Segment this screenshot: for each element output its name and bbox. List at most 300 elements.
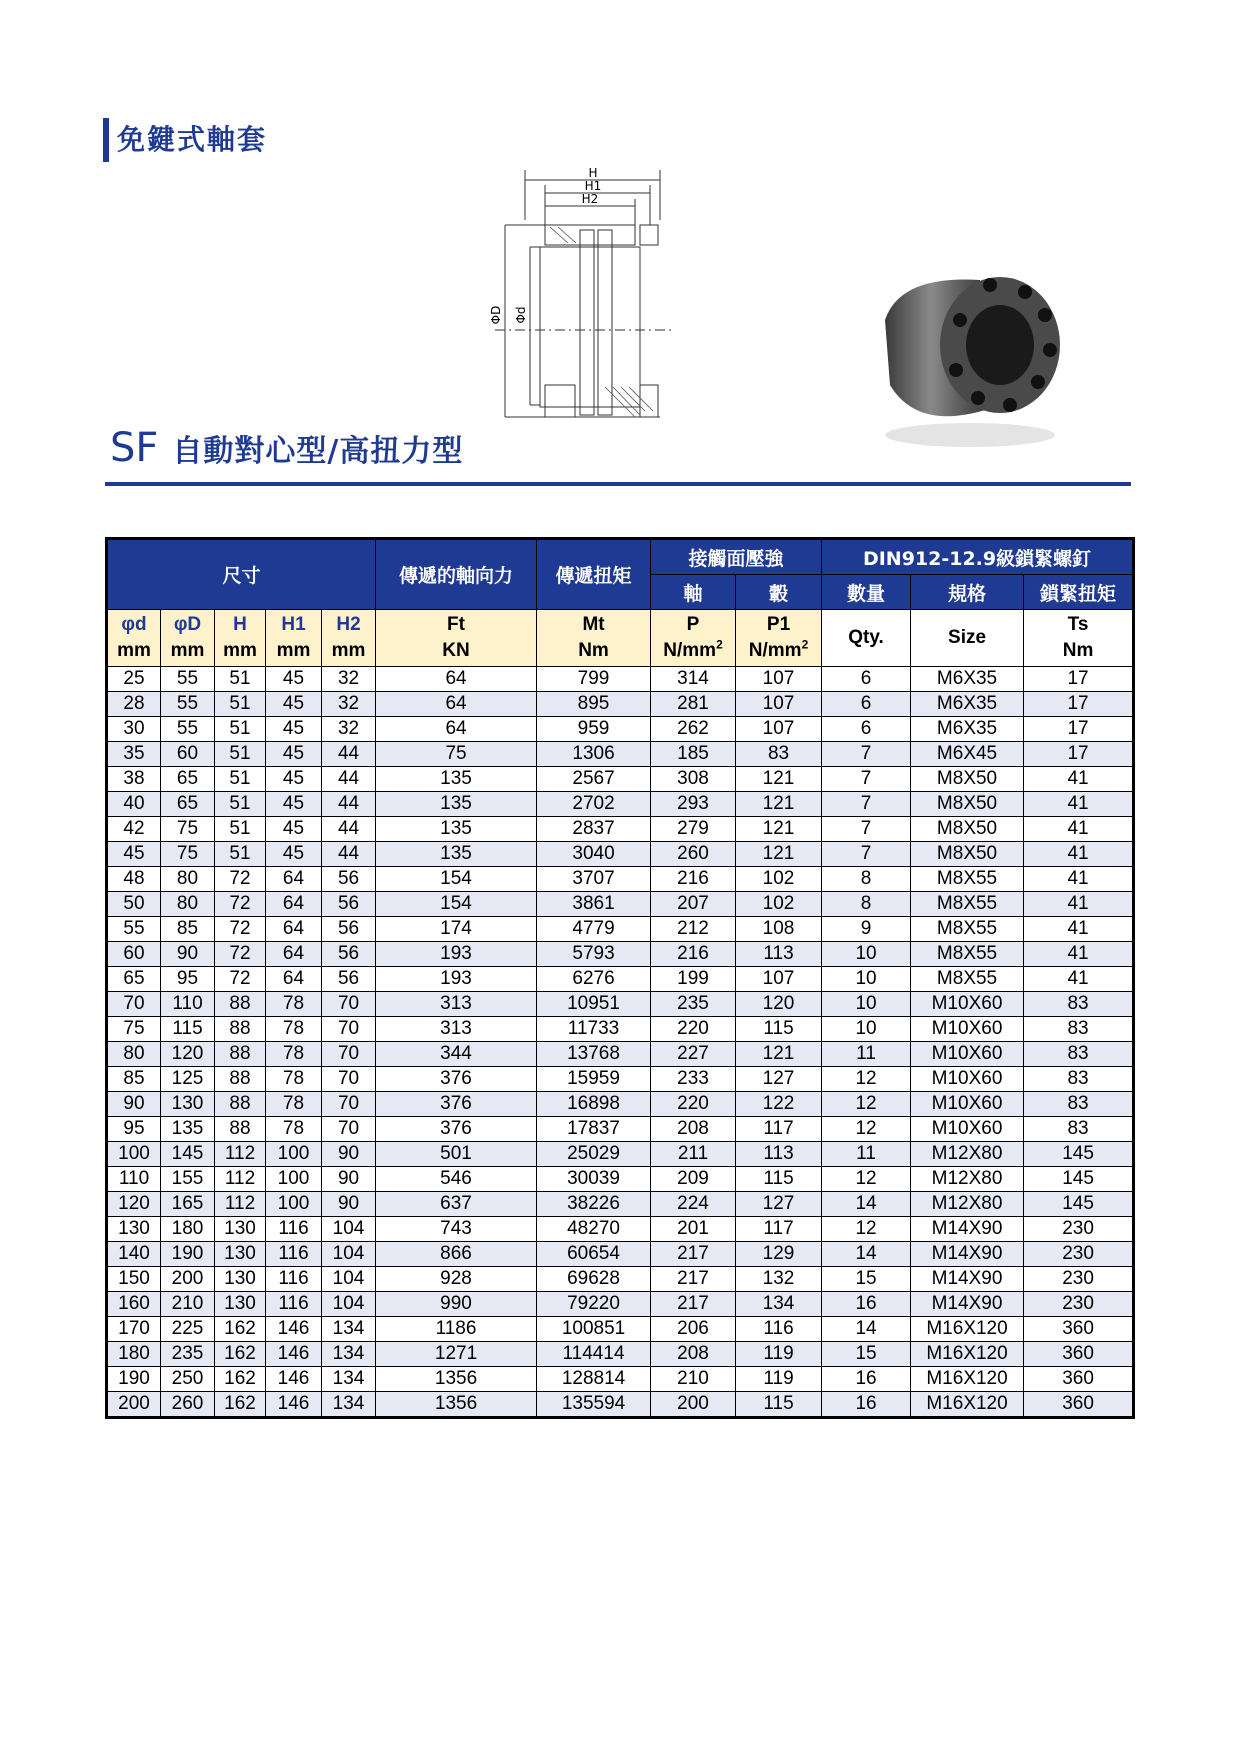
- table-cell: 44: [322, 742, 376, 767]
- table-cell: 104: [322, 1242, 376, 1267]
- table-cell: 64: [376, 717, 537, 742]
- table-cell: 100: [266, 1142, 322, 1167]
- group-header-screw: DIN912-12.9級鎖緊螺釘: [822, 539, 1134, 575]
- table-cell: 5793: [537, 942, 651, 967]
- table-cell: 2567: [537, 767, 651, 792]
- table-row: [107, 1017, 1134, 1042]
- table-cell: 44: [322, 767, 376, 792]
- table-cell: 10: [822, 942, 911, 967]
- table-cell: 70: [322, 1017, 376, 1042]
- table-cell: 56: [322, 867, 376, 892]
- table-cell: 895: [537, 692, 651, 717]
- table-cell: 160: [107, 1292, 161, 1317]
- table-cell: 501: [376, 1142, 537, 1167]
- table-cell: 113: [736, 1142, 822, 1167]
- table-cell: 51: [215, 742, 266, 767]
- table-row: [107, 892, 1134, 917]
- column-unit-exponent: 2: [716, 637, 723, 652]
- table-cell: 51: [215, 842, 266, 867]
- table-cell: 117: [736, 1117, 822, 1142]
- table-cell: 51: [215, 767, 266, 792]
- table-cell: 210: [161, 1292, 215, 1317]
- table-row: [107, 1042, 1134, 1067]
- column-symbol: Mt: [582, 614, 605, 635]
- table-cell: M16X120: [911, 1317, 1024, 1342]
- table-cell: 107: [736, 717, 822, 742]
- table-cell: 32: [322, 717, 376, 742]
- table-cell: 116: [736, 1317, 822, 1342]
- table-cell: 56: [322, 892, 376, 917]
- table-row: [107, 1192, 1134, 1217]
- table-row: [107, 942, 1134, 967]
- column-header: [651, 610, 736, 667]
- table-cell: 64: [266, 917, 322, 942]
- table-cell: 230: [1024, 1242, 1134, 1267]
- table-cell: 45: [266, 792, 322, 817]
- table-cell: 217: [651, 1267, 736, 1292]
- column-unit: Nm: [1062, 640, 1094, 661]
- table-cell: M8X55: [911, 967, 1024, 992]
- table-cell: 360: [1024, 1342, 1134, 1367]
- table-cell: M8X50: [911, 767, 1024, 792]
- table-cell: M8X50: [911, 817, 1024, 842]
- table-cell: 134: [322, 1392, 376, 1418]
- table-cell: 6: [822, 717, 911, 742]
- table-cell: 41: [1024, 792, 1134, 817]
- table-cell: 1306: [537, 742, 651, 767]
- column-unit: Nm: [578, 640, 609, 661]
- table-cell: 79220: [537, 1292, 651, 1317]
- column-header: [736, 610, 822, 667]
- table-cell: 114414: [537, 1342, 651, 1367]
- column-symbol: Size: [948, 627, 987, 648]
- table-cell: 10: [822, 992, 911, 1017]
- table-cell: M8X55: [911, 892, 1024, 917]
- table-cell: 30039: [537, 1167, 651, 1192]
- column-symbol: Qty.: [848, 627, 884, 648]
- table-cell: 69628: [537, 1267, 651, 1292]
- table-cell: 134: [322, 1317, 376, 1342]
- table-row: [107, 792, 1134, 817]
- table-cell: 212: [651, 917, 736, 942]
- table-cell: 135: [376, 817, 537, 842]
- table-cell: 41: [1024, 767, 1134, 792]
- table-cell: 230: [1024, 1267, 1134, 1292]
- table-cell: 637: [376, 1192, 537, 1217]
- table-cell: 17: [1024, 742, 1134, 767]
- table-cell: 80: [161, 867, 215, 892]
- table-cell: 64: [266, 942, 322, 967]
- table-cell: 85: [161, 917, 215, 942]
- table-cell: 113: [736, 942, 822, 967]
- table-cell: 3707: [537, 867, 651, 892]
- table-cell: 51: [215, 692, 266, 717]
- table-cell: 112: [215, 1192, 266, 1217]
- table-cell: 279: [651, 817, 736, 842]
- table-cell: M10X60: [911, 1117, 1024, 1142]
- column-header: [911, 610, 1024, 667]
- column-symbol: Ts: [1067, 614, 1089, 635]
- table-cell: 112: [215, 1167, 266, 1192]
- table-cell: 7: [822, 742, 911, 767]
- table-cell: 72: [215, 942, 266, 967]
- table-cell: 64: [266, 892, 322, 917]
- table-cell: M16X120: [911, 1342, 1024, 1367]
- column-symbol: H2: [336, 614, 361, 635]
- table-cell: 227: [651, 1042, 736, 1067]
- table-cell: 80: [161, 892, 215, 917]
- table-cell: 51: [215, 792, 266, 817]
- table-cell: 55: [107, 917, 161, 942]
- table-cell: 220: [651, 1092, 736, 1117]
- table-cell: 8: [822, 867, 911, 892]
- column-symbol: H1: [281, 614, 306, 635]
- table-cell: 41: [1024, 842, 1134, 867]
- table-cell: 150: [107, 1267, 161, 1292]
- table-cell: 12: [822, 1092, 911, 1117]
- table-cell: 185: [651, 742, 736, 767]
- table-cell: 165: [161, 1192, 215, 1217]
- table-cell: 121: [736, 767, 822, 792]
- table-cell: 121: [736, 792, 822, 817]
- table-cell: M8X55: [911, 942, 1024, 967]
- table-cell: 70: [322, 1067, 376, 1092]
- table-cell: 308: [651, 767, 736, 792]
- column-unit: $N/mm^2$: [748, 637, 809, 661]
- table-cell: 313: [376, 1017, 537, 1042]
- table-cell: 127: [736, 1192, 822, 1217]
- table-cell: 16: [822, 1367, 911, 1392]
- table-cell: 17: [1024, 692, 1134, 717]
- column-symbol: P1: [766, 614, 791, 635]
- table-cell: 217: [651, 1292, 736, 1317]
- table-cell: 90: [161, 942, 215, 967]
- column-unit-exponent: 2: [801, 637, 809, 652]
- table-cell: 40: [107, 792, 161, 817]
- table-cell: 162: [215, 1392, 266, 1418]
- table-cell: 78: [266, 1117, 322, 1142]
- table-cell: 51: [215, 817, 266, 842]
- column-unit: mm: [331, 640, 366, 661]
- table-cell: 116: [266, 1292, 322, 1317]
- table-cell: 45: [266, 742, 322, 767]
- table-cell: 15: [822, 1342, 911, 1367]
- table-cell: 72: [215, 967, 266, 992]
- table-cell: 174: [376, 917, 537, 942]
- table-cell: 293: [651, 792, 736, 817]
- table-cell: 121: [736, 842, 822, 867]
- table-cell: 12: [822, 1067, 911, 1092]
- table-cell: 1356: [376, 1367, 537, 1392]
- table-cell: M8X55: [911, 867, 1024, 892]
- table-cell: 2837: [537, 817, 651, 842]
- table-cell: M14X90: [911, 1267, 1024, 1292]
- table-cell: 45: [107, 842, 161, 867]
- table-cell: 121: [736, 1042, 822, 1067]
- table-cell: 72: [215, 892, 266, 917]
- table-cell: 70: [322, 992, 376, 1017]
- dim-label-inner-diameter: Φd: [514, 306, 528, 324]
- table-cell: 11733: [537, 1017, 651, 1042]
- table-cell: 120: [107, 1192, 161, 1217]
- table-row: [107, 767, 1134, 792]
- table-cell: 959: [537, 717, 651, 742]
- table-cell: 344: [376, 1042, 537, 1067]
- table-cell: 12: [822, 1167, 911, 1192]
- table-cell: 128814: [537, 1367, 651, 1392]
- table-cell: 116: [266, 1267, 322, 1292]
- table-cell: 48270: [537, 1217, 651, 1242]
- table-cell: 134: [736, 1292, 822, 1317]
- table-cell: 135: [376, 767, 537, 792]
- column-symbol: φd: [121, 614, 147, 635]
- column-symbol: P: [686, 614, 700, 635]
- table-cell: 154: [376, 867, 537, 892]
- table-cell: 220: [651, 1017, 736, 1042]
- table-cell: 125: [161, 1067, 215, 1092]
- table-cell: 122: [736, 1092, 822, 1117]
- table-cell: 83: [1024, 1017, 1134, 1042]
- table-cell: 12: [822, 1217, 911, 1242]
- table-cell: 145: [1024, 1142, 1134, 1167]
- table-cell: 32: [322, 692, 376, 717]
- group-header-axial-force: 傳遞的軸向力: [376, 539, 537, 610]
- table-cell: 78: [266, 992, 322, 1017]
- table-cell: 224: [651, 1192, 736, 1217]
- table-cell: 104: [322, 1267, 376, 1292]
- dim-label-outer-diameter: ΦD: [489, 305, 503, 325]
- table-cell: 48: [107, 867, 161, 892]
- table-cell: 130: [161, 1092, 215, 1117]
- table-cell: 866: [376, 1242, 537, 1267]
- column-header: [822, 610, 911, 667]
- table-cell: 51: [215, 667, 266, 692]
- table-cell: M12X80: [911, 1167, 1024, 1192]
- table-cell: M12X80: [911, 1192, 1024, 1217]
- table-cell: 6276: [537, 967, 651, 992]
- table-cell: 100: [266, 1167, 322, 1192]
- table-cell: 201: [651, 1217, 736, 1242]
- table-row: [107, 1217, 1134, 1242]
- table-cell: M10X60: [911, 1092, 1024, 1117]
- table-row: [107, 1167, 1134, 1192]
- table-cell: 45: [266, 692, 322, 717]
- table-cell: 262: [651, 717, 736, 742]
- table-cell: 146: [266, 1367, 322, 1392]
- table-cell: 7: [822, 792, 911, 817]
- table-cell: 134: [322, 1367, 376, 1392]
- table-row: [107, 992, 1134, 1017]
- table-cell: 45: [266, 817, 322, 842]
- table-cell: 88: [215, 1017, 266, 1042]
- table-cell: 13768: [537, 1042, 651, 1067]
- table-cell: 85: [107, 1067, 161, 1092]
- column-unit: $N/mm^2$: [663, 637, 723, 661]
- column-header: [215, 610, 266, 667]
- table-cell: 4779: [537, 917, 651, 942]
- table-cell: 100: [107, 1142, 161, 1167]
- table-cell: 83: [1024, 1067, 1134, 1092]
- table-cell: 200: [107, 1392, 161, 1418]
- table-cell: 64: [266, 867, 322, 892]
- table-cell: 130: [215, 1242, 266, 1267]
- table-cell: 110: [107, 1167, 161, 1192]
- column-unit: KN: [442, 640, 470, 661]
- table-cell: 28: [107, 692, 161, 717]
- table-cell: 119: [736, 1342, 822, 1367]
- table-cell: 35: [107, 742, 161, 767]
- table-cell: 56: [322, 917, 376, 942]
- table-cell: 199: [651, 967, 736, 992]
- spec-table: [105, 537, 1135, 1419]
- table-cell: 235: [651, 992, 736, 1017]
- table-cell: 225: [161, 1317, 215, 1342]
- table-cell: 9: [822, 917, 911, 942]
- table-cell: 230: [1024, 1217, 1134, 1242]
- table-row: [107, 867, 1134, 892]
- table-cell: M10X60: [911, 1017, 1024, 1042]
- table-cell: 78: [266, 1017, 322, 1042]
- table-cell: 10: [822, 967, 911, 992]
- table-cell: 65: [161, 767, 215, 792]
- table-cell: 233: [651, 1067, 736, 1092]
- table-cell: 70: [322, 1092, 376, 1117]
- table-cell: M8X50: [911, 842, 1024, 867]
- table-cell: M6X35: [911, 692, 1024, 717]
- table-cell: 11: [822, 1042, 911, 1067]
- table-cell: 70: [322, 1042, 376, 1067]
- sub-header-tight-torque: 鎖緊扭矩: [1024, 575, 1134, 610]
- table-cell: 313: [376, 992, 537, 1017]
- table-cell: 41: [1024, 967, 1134, 992]
- table-cell: 132: [736, 1267, 822, 1292]
- table-cell: 6: [822, 667, 911, 692]
- table-cell: 10951: [537, 992, 651, 1017]
- table-cell: 60: [107, 942, 161, 967]
- table-cell: 64: [376, 692, 537, 717]
- table-cell: 88: [215, 992, 266, 1017]
- sub-header-hub: 轂: [736, 575, 822, 610]
- table-cell: 115: [736, 1167, 822, 1192]
- table-cell: 1186: [376, 1317, 537, 1342]
- table-cell: 140: [107, 1242, 161, 1267]
- table-cell: 78: [266, 1092, 322, 1117]
- column-header: [161, 610, 215, 667]
- product-title: [110, 425, 463, 481]
- table-cell: 360: [1024, 1367, 1134, 1392]
- table-cell: 208: [651, 1117, 736, 1142]
- table-cell: 107: [736, 967, 822, 992]
- table-cell: 200: [651, 1392, 736, 1418]
- table-cell: 38226: [537, 1192, 651, 1217]
- technical-drawing: [455, 155, 685, 425]
- table-cell: 88: [215, 1092, 266, 1117]
- table-cell: M10X60: [911, 992, 1024, 1017]
- table-cell: 14: [822, 1242, 911, 1267]
- table-cell: 75: [376, 742, 537, 767]
- table-cell: 2702: [537, 792, 651, 817]
- table-cell: 70: [107, 992, 161, 1017]
- table-cell: 78: [266, 1067, 322, 1092]
- table-cell: 210: [651, 1367, 736, 1392]
- table-cell: 107: [736, 667, 822, 692]
- table-cell: 135: [376, 792, 537, 817]
- table-cell: 207: [651, 892, 736, 917]
- table-cell: 80: [107, 1042, 161, 1067]
- table-cell: 360: [1024, 1392, 1134, 1418]
- table-cell: 90: [322, 1192, 376, 1217]
- table-cell: 121: [736, 817, 822, 842]
- column-header: [322, 610, 376, 667]
- table-cell: M10X60: [911, 1042, 1024, 1067]
- table-cell: 146: [266, 1392, 322, 1418]
- table-cell: 145: [1024, 1167, 1134, 1192]
- table-cell: 546: [376, 1167, 537, 1192]
- table-cell: 135: [376, 842, 537, 867]
- table-cell: 45: [266, 842, 322, 867]
- table-cell: 70: [322, 1117, 376, 1142]
- table-cell: M6X35: [911, 717, 1024, 742]
- table-row: [107, 842, 1134, 867]
- table-cell: 1271: [376, 1342, 537, 1367]
- column-unit: mm: [276, 640, 311, 661]
- table-cell: 180: [161, 1217, 215, 1242]
- table-row: [107, 1142, 1134, 1167]
- table-cell: 50: [107, 892, 161, 917]
- table-row: [107, 1267, 1134, 1292]
- table-row: [107, 1317, 1134, 1342]
- table-cell: 162: [215, 1342, 266, 1367]
- table-cell: 41: [1024, 942, 1134, 967]
- table-cell: 72: [215, 917, 266, 942]
- table-cell: M6X45: [911, 742, 1024, 767]
- table-cell: 146: [266, 1342, 322, 1367]
- table-cell: 38: [107, 767, 161, 792]
- table-cell: 42: [107, 817, 161, 842]
- column-unit: mm: [170, 640, 205, 661]
- table-row: [107, 1392, 1134, 1418]
- table-cell: 100: [266, 1192, 322, 1217]
- table-cell: 16898: [537, 1092, 651, 1117]
- table-row: [107, 967, 1134, 992]
- table-cell: 200: [161, 1267, 215, 1292]
- table-row: [107, 1067, 1134, 1092]
- table-cell: 104: [322, 1292, 376, 1317]
- table-cell: 3040: [537, 842, 651, 867]
- table-cell: 44: [322, 842, 376, 867]
- table-row: [107, 717, 1134, 742]
- table-cell: 743: [376, 1217, 537, 1242]
- table-row: [107, 667, 1134, 692]
- column-unit: mm: [117, 640, 151, 661]
- table-cell: 41: [1024, 867, 1134, 892]
- table-cell: 60: [161, 742, 215, 767]
- table-cell: 108: [736, 917, 822, 942]
- table-cell: 376: [376, 1067, 537, 1092]
- table-cell: 6: [822, 692, 911, 717]
- table-cell: 376: [376, 1092, 537, 1117]
- table-cell: 110: [161, 992, 215, 1017]
- table-cell: 216: [651, 867, 736, 892]
- table-cell: 314: [651, 667, 736, 692]
- table-cell: 17837: [537, 1117, 651, 1142]
- table-cell: 65: [107, 967, 161, 992]
- shaft-locking-device-photo: [860, 260, 1090, 460]
- column-symbol: Ft: [447, 614, 465, 635]
- column-symbol: H: [233, 614, 247, 635]
- table-cell: 162: [215, 1367, 266, 1392]
- table-cell: 14: [822, 1192, 911, 1217]
